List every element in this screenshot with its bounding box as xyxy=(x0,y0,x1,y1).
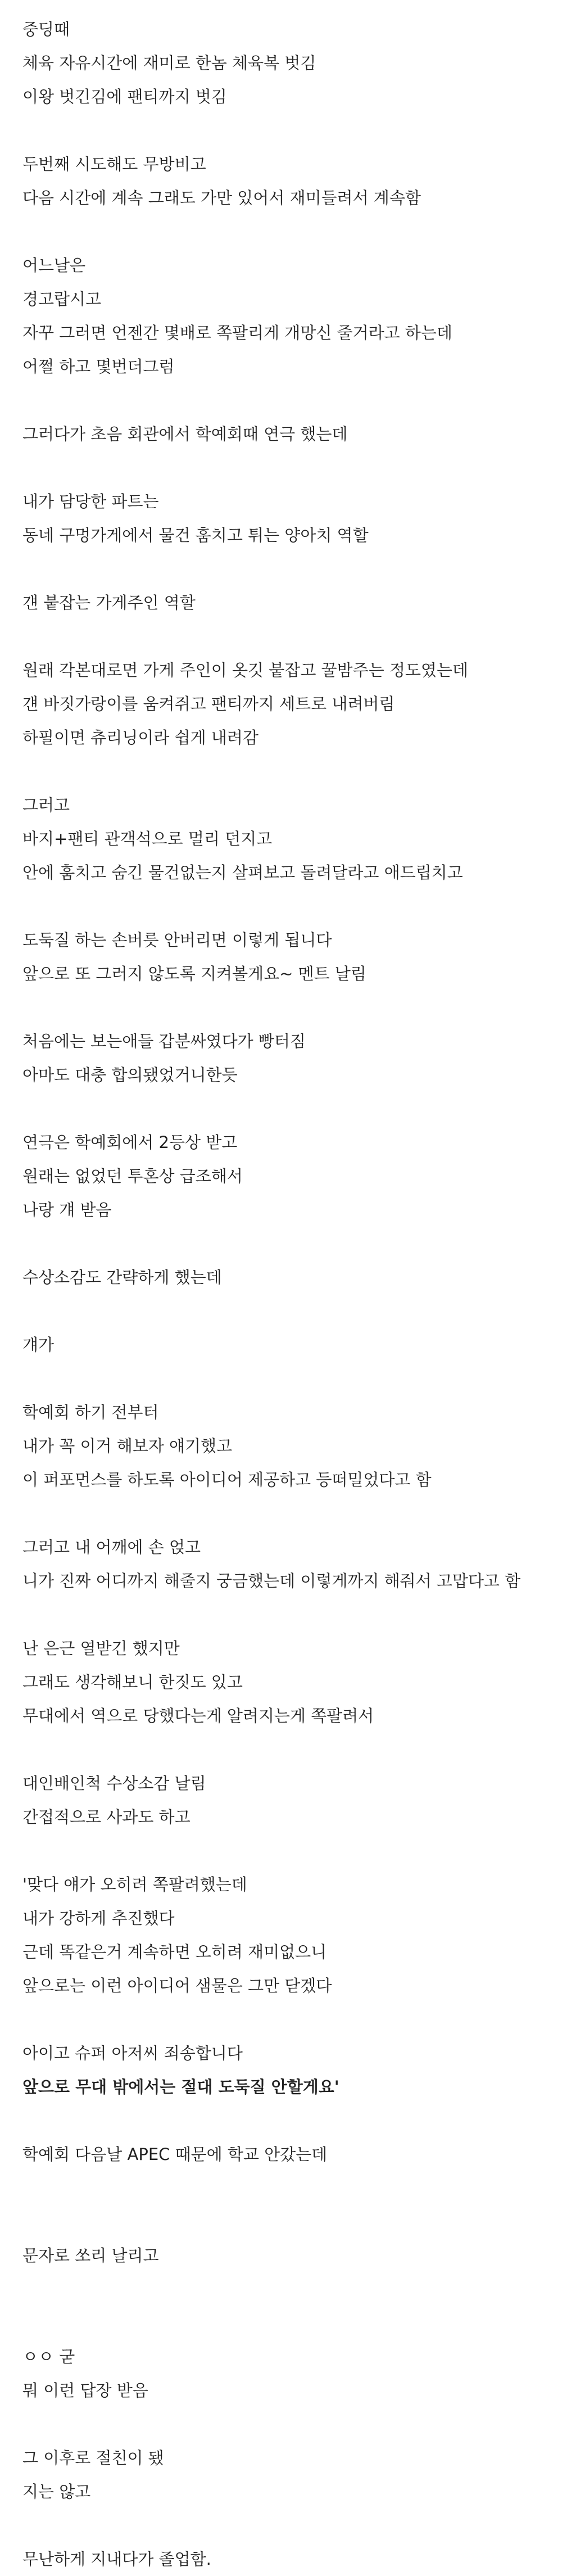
emphasized-text-line: 앞으로 무대 밖에서는 절대 도둑질 안할게요' xyxy=(22,2077,339,2096)
paragraph-spacer xyxy=(22,754,540,788)
text-paragraph xyxy=(22,2239,540,2272)
text-line: 내가 담당한 파트는 xyxy=(22,492,159,511)
text-line: 대인배인척 수상소감 날림 xyxy=(22,1774,206,1793)
text-line: 뭐 이런 답장 받음 xyxy=(22,2381,148,2400)
paragraph-spacer xyxy=(22,1227,540,1260)
text-line: 지는 않고 xyxy=(22,2482,91,2501)
text-paragraph xyxy=(22,2137,540,2171)
paragraph-spacer xyxy=(22,889,540,923)
text-line: 학예회 하기 전부터 xyxy=(22,1403,159,1422)
text-paragraph xyxy=(22,417,540,451)
text-line: 걔가 xyxy=(22,1335,55,1354)
text-paragraph xyxy=(22,147,540,215)
text-line: 이 퍼포먼스를 하도록 아이디어 제공하고 등떠밀었다고 함 xyxy=(22,1470,432,1489)
text-line: 그러다가 초음 회관에서 학예회때 연극 했는데 xyxy=(22,424,348,444)
text-paragraph xyxy=(22,248,540,383)
text-line: 그래도 생각해보니 한짓도 있고 xyxy=(22,1673,243,1692)
text-line: 바지+팬티 관객석으로 멀리 던지고 xyxy=(22,829,273,848)
text-line: 나랑 걔 받음 xyxy=(22,1200,112,1219)
text-line: 이왕 벗긴김에 팬티까지 벗김 xyxy=(22,87,227,106)
text-line: 니가 진짜 어디까지 해줄지 궁금했는데 이렇게까지 해줘서 고맙다고 함 xyxy=(22,1571,521,1590)
text-paragraph xyxy=(22,1766,540,1834)
paragraph-spacer xyxy=(22,114,540,147)
text-paragraph xyxy=(22,1328,540,1362)
paragraph-spacer xyxy=(22,1733,540,1766)
text-paragraph xyxy=(22,1530,540,1598)
paragraph-spacer xyxy=(22,2272,540,2340)
text-line: 그러고 내 어깨에 손 얹고 xyxy=(22,1538,201,1557)
text-line: 내가 꼭 이거 해보자 얘기했고 xyxy=(22,1436,233,1456)
text-line: 문자로 쏘리 날리고 xyxy=(22,2246,159,2265)
text-paragraph xyxy=(22,2036,540,2104)
paragraph-spacer xyxy=(22,2104,540,2137)
paragraph-spacer xyxy=(22,215,540,248)
text-paragraph xyxy=(22,12,540,114)
text-paragraph xyxy=(22,1632,540,1733)
paragraph-spacer xyxy=(22,1092,540,1126)
paragraph-spacer xyxy=(22,1598,540,1632)
text-line: 두번째 시도해도 무방비고 xyxy=(22,155,206,174)
paragraph-spacer xyxy=(22,1294,540,1328)
text-line: 원래 각본대로면 가게 주인이 옷깃 붙잡고 꿀밤주는 정도였는데 xyxy=(22,661,468,680)
text-line: 걘 붙잡는 가게주인 역할 xyxy=(22,593,196,612)
text-line: 안에 훔치고 숨긴 물건없는지 살펴보고 돌려달라고 애드립치고 xyxy=(22,863,463,882)
text-line: 앞으로 또 그러지 않도록 지켜볼게요~ 멘트 날림 xyxy=(22,964,366,983)
text-line: 동네 구멍가게에서 물건 훔치고 튀는 양아치 역할 xyxy=(22,526,369,545)
text-line: 연극은 학예회에서 2등상 받고 xyxy=(22,1133,238,1152)
text-paragraph xyxy=(22,788,540,889)
text-line: 아마도 대충 합의됐었거니한듯 xyxy=(22,1065,238,1084)
text-paragraph xyxy=(22,923,540,991)
text-line: ㅇㅇ 굳 xyxy=(22,2347,75,2366)
paragraph-spacer xyxy=(22,383,540,417)
text-paragraph xyxy=(22,586,540,620)
text-line: 근데 똑같은거 계속하면 오히려 재미없으니 xyxy=(22,1942,327,1962)
text-line: 처음에는 보는애들 갑분싸였다가 빵터짐 xyxy=(22,1032,306,1051)
paragraph-spacer xyxy=(22,451,540,485)
text-line: 자꾸 그러면 언젠간 몇배로 쪽팔리게 개망신 줄거라고 하는데 xyxy=(22,323,452,342)
paragraph-spacer xyxy=(22,2003,540,2036)
text-line: 그러고 xyxy=(22,796,70,815)
text-line: 난 은근 열받긴 했지만 xyxy=(22,1639,180,1658)
text-paragraph xyxy=(22,653,540,754)
text-line: 무대에서 역으로 당했다는게 알려지는게 쪽팔려서 xyxy=(22,1706,374,1725)
text-line: 하필이면 츄리닝이라 쉽게 내려감 xyxy=(22,728,259,747)
paragraph-spacer xyxy=(22,991,540,1024)
paragraph-spacer xyxy=(22,2171,540,2239)
text-line: 다음 시간에 계속 그래도 가만 있어서 재미들려서 계속함 xyxy=(22,188,421,207)
paragraph-spacer xyxy=(22,620,540,653)
text-paragraph xyxy=(22,485,540,552)
text-paragraph xyxy=(22,1024,540,1092)
paragraph-spacer xyxy=(22,1497,540,1530)
text-line: 원래는 없었던 투혼상 급조해서 xyxy=(22,1167,243,1186)
text-line: 간접적으로 사과도 하고 xyxy=(22,1807,191,1827)
text-line: 학예회 다음날 APEC 때문에 학교 안갔는데 xyxy=(22,2145,328,2164)
paragraph-spacer xyxy=(22,2407,540,2441)
text-line: '맞다 얘가 오히려 쪽팔려했는데 xyxy=(22,1875,247,1894)
text-line: 수상소감도 간략하게 했는데 xyxy=(22,1268,222,1287)
text-line: 무난하게 지내다가 졸업함. xyxy=(22,2550,211,2569)
text-line: 아이고 슈퍼 아저씨 죄송합니다 xyxy=(22,2044,243,2063)
text-paragraph xyxy=(22,2441,540,2509)
text-line: 걘 바짓가랑이를 움켜쥐고 팬티까지 세트로 내려버림 xyxy=(22,694,395,713)
paragraph-spacer xyxy=(22,1834,540,1868)
paragraph-spacer xyxy=(22,1362,540,1395)
text-paragraph xyxy=(22,1395,540,1497)
text-paragraph xyxy=(22,1260,540,1294)
text-paragraph xyxy=(22,1868,540,2003)
text-paragraph xyxy=(22,1126,540,1227)
text-paragraph xyxy=(22,2542,540,2576)
text-line: 앞으로는 이런 아이디어 샘물은 그만 닫겠다 xyxy=(22,1976,332,1995)
text-line: 도둑질 하는 손버릇 안버리면 이렇게 됩니다 xyxy=(22,930,332,950)
text-line: 내가 강하게 추진했다 xyxy=(22,1909,175,1928)
text-paragraph xyxy=(22,2340,540,2407)
text-line: 어쩔 하고 몇번더그럼 xyxy=(22,357,175,376)
text-line: 체육 자유시간에 재미로 한놈 체육복 벗김 xyxy=(22,53,316,73)
text-line: 중딩때 xyxy=(22,20,70,39)
paragraph-spacer xyxy=(22,2509,540,2542)
text-line: 그 이후로 절친이 됐 xyxy=(22,2448,164,2467)
text-line: 경고랍시고 xyxy=(22,290,102,309)
paragraph-spacer xyxy=(22,552,540,586)
text-line: 어느날은 xyxy=(22,256,86,275)
